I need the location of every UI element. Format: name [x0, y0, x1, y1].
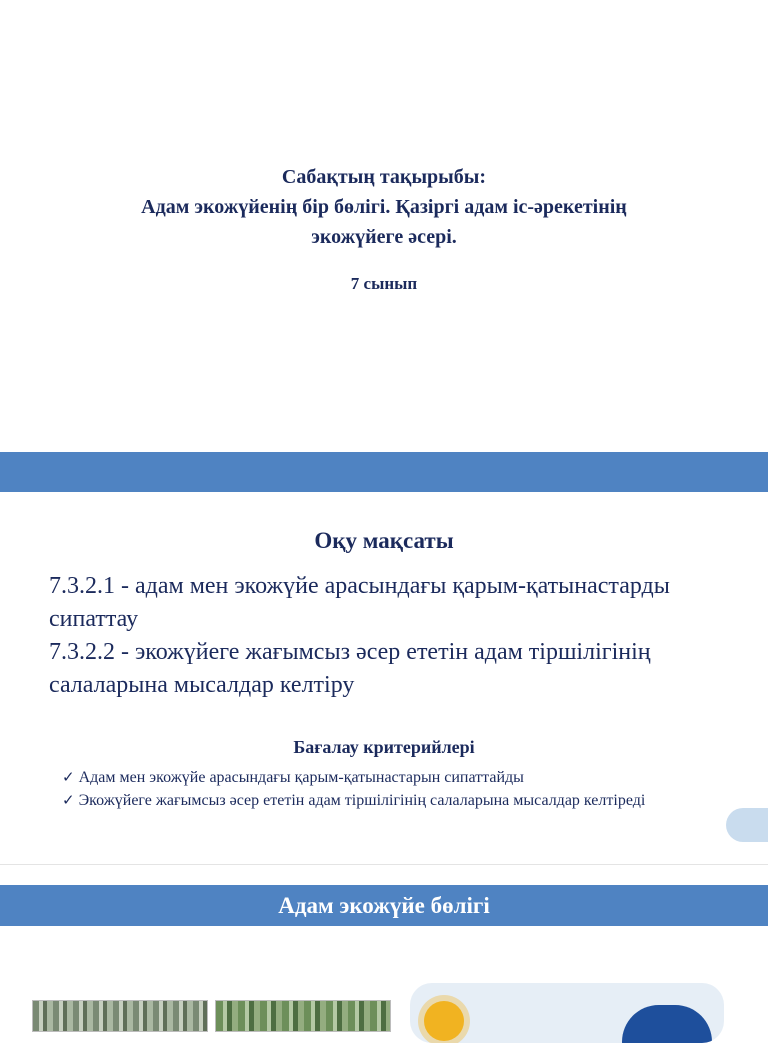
- criteria-text: Экожүйеге жағымсыз әсер ететін адам тіршілігінің салаларына мысалдар келтіреді: [78, 792, 646, 809]
- slide-objectives: [0, 492, 768, 864]
- objectives-list: [49, 570, 739, 702]
- criteria-item: [62, 766, 722, 789]
- criteria-heading: Бағалау критерийлері: [293, 737, 475, 757]
- criteria-text: Адам мен экожүйе арасындағы қарым-қатынастарын сипаттайды: [78, 769, 524, 786]
- criteria-item: [62, 789, 722, 812]
- slide3-title: Адам экожүйе бөлігі: [278, 893, 490, 918]
- title-line-3: экожүйеге әсері.: [311, 226, 457, 248]
- accent-band: [0, 452, 768, 492]
- lesson-title: [0, 162, 768, 252]
- slide-human-ecosystem: [0, 865, 768, 1024]
- title-line-1: Сабақтың тақырыбы:: [281, 166, 487, 188]
- objective-item: 7.3.2.2 - экожүйеге жағымсыз әсер ететін адам тіршілігінің салаларына мысалдар келтіру: [49, 639, 651, 698]
- checkmark-icon: ✓: [62, 768, 75, 786]
- grade-label: 7 сынып: [350, 274, 418, 293]
- cloud-icon: [622, 1005, 712, 1043]
- slide-title: [0, 0, 768, 452]
- birch-forest-photo: [32, 1000, 208, 1032]
- objective-item: 7.3.2.1 - адам мен экожүйе арасындағы қарым-қатынастарды сипаттау: [49, 573, 670, 632]
- green-forest-photo: [215, 1000, 391, 1032]
- title-line-2: Адам экожүйенің бір бөлігі. Қазіргі адам іс-әрекетінің: [141, 196, 627, 218]
- side-nav-tab[interactable]: [726, 808, 768, 842]
- nature-drawing: [410, 983, 724, 1043]
- objectives-heading: Оқу мақсаты: [314, 528, 454, 553]
- checkmark-icon: ✓: [62, 791, 75, 809]
- sun-icon: [424, 1001, 464, 1041]
- criteria-list: [62, 766, 722, 812]
- slide3-title-bar: [0, 885, 768, 926]
